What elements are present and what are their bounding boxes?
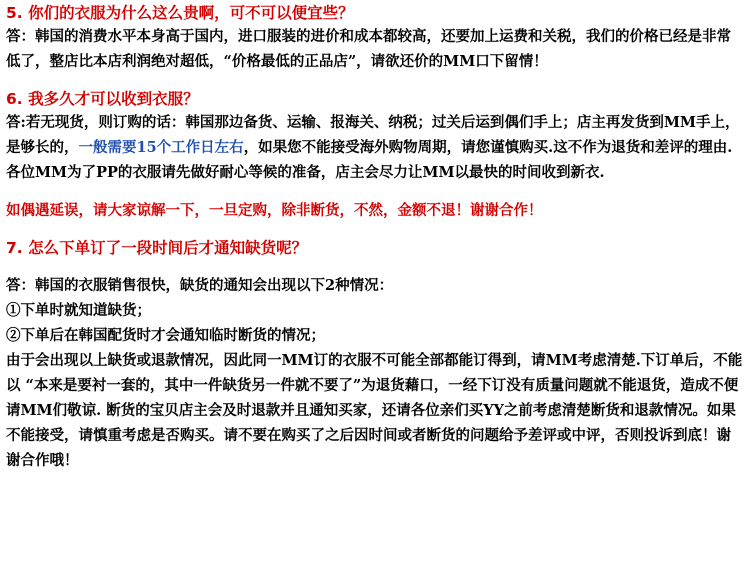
faq-answer-q7-case1: ①下单时就知道缺货；: [6, 302, 151, 319]
faq-heading-q7: 7. 怎么下单订了一段时间后才通知缺货呢？: [6, 239, 308, 257]
delivery-time-highlight: 一般需要15个工作日左右: [78, 139, 244, 156]
faq-answer-q7-case2: ②下单后在韩国配货时才会通知临时断货的情况；: [6, 327, 325, 344]
no-refund-notice: 如偶遇延误，请大家谅解一下，一旦定购，除非断货，不然，金额不退！谢谢合作！: [6, 203, 543, 219]
faq-answer-q6: [6, 110, 744, 185]
faq-answer-q6-part2: ，如果您不能接受海外购物周期，请您谨慎购买.这不作为退货和差评的理由.各位MM为了PP的衣服请先做好耐心等候的准备，店主会尽力让MM以最快的时间收到新衣.: [6, 139, 733, 181]
faq-heading-q5: 5. 你们的衣服为什么这么贵啊，可不可以便宜些？: [6, 4, 354, 22]
faq-answer-q7-body: 由于会出现以上缺货或退款情况，因此同一MM订的衣服不可能全部都能订得到，请MM考虑清楚.下订单后，不能以 “本来是要衬一套的，其中一件缺货另一件就不要了”为退货藉口，一经下订没有质量问题就不能退货，造成不便请MM们敬谅. 断货的宝贝店主会及时退款并且通知买家，还请各位亲们买YY之前考虑清楚断货和退款情况。如果不能接受，请慎重考虑是否购买。请不要在购买了之后因时间或者断货的问题给予差评或中评，否则投诉到底！谢谢合作哦！: [6, 352, 743, 469]
faq-answer-q7-intro: 答：韩国的衣服销售很快，缺货的通知会出现以下2种情况：: [6, 277, 394, 294]
faq-answer-q6-part1: 答:若无现货，则订购的话：韩国那边备货、运输、报海关、纳税；过关后运到偶们手上；店主再发货到MM手上，是够长的，: [6, 114, 740, 156]
faq-answer-q5: 答：韩国的消费水平本身高于国内，进口服装的进价和成本都较高，还要加上运费和关税，我们的价格已经是非常低了，整店比本店利润绝对超低，“价格最低的正品店”，请欲还价的MM口下留情！: [6, 28, 731, 70]
faq-heading-q6: 6. 我多久才可以收到衣服？: [6, 90, 199, 108]
